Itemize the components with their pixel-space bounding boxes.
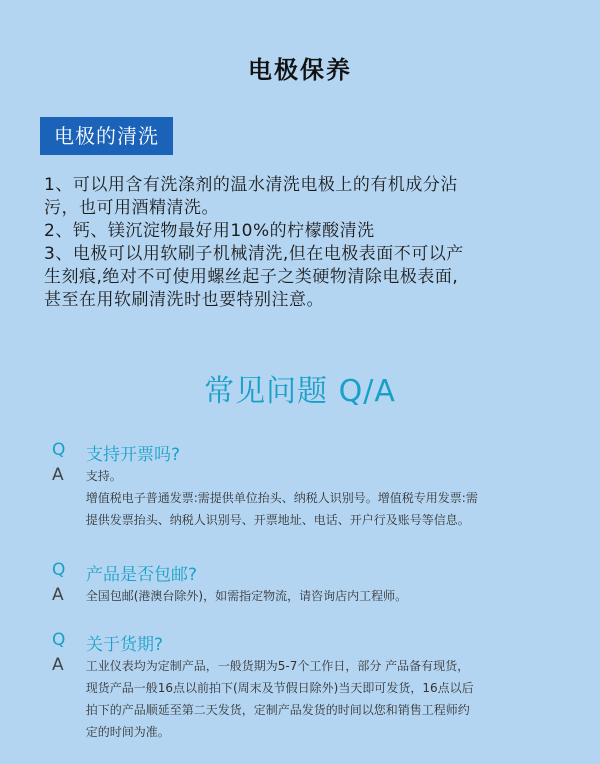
answer-line: 现货产品一般16点以前拍下(周末及节假日除外)当天即可发货，16点以后 bbox=[85, 681, 474, 695]
cleaning-line: 3、电极可以用软刷子机械清洗,但在电极表面不可以产 bbox=[44, 244, 464, 264]
q-marker: Q bbox=[52, 440, 66, 460]
cleaning-instructions bbox=[44, 174, 564, 312]
question-text: 关于货期? bbox=[86, 635, 164, 655]
question-text: 支持开票吗? bbox=[86, 445, 181, 465]
cleaning-line: 2、钙、镁沉淀物最好用10%的柠檬酸清洗 bbox=[44, 221, 375, 241]
qa-item-delivery bbox=[52, 630, 572, 743]
section-label-cleaning: 电极的清洗 bbox=[40, 117, 173, 155]
answer-line: 工业仪表均为定制产品，一般货期为5-7个工作日，部分 产品备有现货， bbox=[85, 659, 470, 673]
a-marker: A bbox=[52, 465, 64, 485]
answer-row bbox=[52, 465, 572, 531]
answer-line: 支持。 bbox=[85, 469, 122, 483]
question-row bbox=[52, 630, 572, 655]
answer-row bbox=[52, 655, 572, 743]
qa-item-shipping bbox=[52, 560, 572, 607]
answer-line: 增值税电子普通发票:需提供单位抬头、纳税人识别号。增值税专用发票:需 bbox=[85, 491, 478, 505]
a-marker: A bbox=[52, 655, 64, 675]
cleaning-line: 1、可以用含有洗涤剂的温水清洗电极上的有机成分沾 bbox=[44, 175, 458, 195]
q-marker: Q bbox=[52, 630, 66, 650]
answer-row bbox=[52, 585, 572, 607]
answer-line: 全国包邮(港澳台除外)，如需指定物流，请咨询店内工程师。 bbox=[85, 589, 408, 603]
cleaning-line: 污，也可用酒精清洗。 bbox=[44, 198, 219, 218]
page-title: 电极保养 bbox=[248, 56, 352, 84]
answer-line: 提供发票抬头、纳税人识别号、开票地址、电话、开户行及账号等信息。 bbox=[85, 513, 470, 527]
question-text: 产品是否包邮? bbox=[86, 565, 198, 585]
answer-line: 定的时间为准。 bbox=[85, 725, 170, 739]
answer-text bbox=[86, 585, 572, 607]
a-marker: A bbox=[52, 585, 64, 605]
answer-line: 拍下的产品顺延至第二天发货，定制产品发货的时间以您和销售工程师约 bbox=[85, 703, 470, 717]
cleaning-line: 甚至在用软刷清洗时也要特别注意。 bbox=[44, 290, 324, 310]
question-row bbox=[52, 440, 572, 465]
answer-text bbox=[86, 465, 572, 531]
question-row bbox=[52, 560, 572, 585]
answer-text bbox=[86, 655, 572, 743]
qa-item-invoice bbox=[52, 440, 572, 531]
q-marker: Q bbox=[52, 560, 66, 580]
cleaning-line: 生刻痕,绝对不可使用螺丝起子之类硬物清除电极表面, bbox=[44, 267, 459, 287]
qa-title: 常见问题 Q/A bbox=[204, 374, 396, 409]
